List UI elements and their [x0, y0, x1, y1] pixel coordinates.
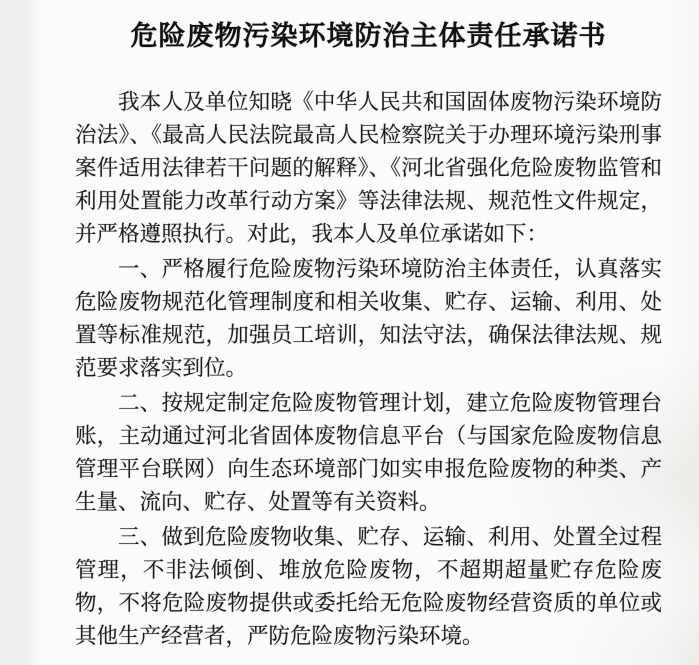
paragraph-intro: 我本人及单位知晓《中华人民共和国固体废物污染环境防治法》、《最高人民法院最高人民检察院关于办理环境污染刑事案件适用法律若干问题的解释》、《河北省强化危险废物监管和利用处置能力改革行动方案》等法律法规、规范性文件规定，并严格遵照执行。对此，我本人及单位承诺如下： [75, 90, 662, 246]
document-title: 危险废物污染环境防治主体责任承诺书 [130, 21, 607, 51]
paragraph-commitment-2: 二、按规定制定危险废物管理计划，建立危险废物管理台账，主动通过河北省固体废物信息平台（与国家危险废物信息管理平台联网）向生态环境部门如实申报危险废物的种类、产生量、流向、贮存、处置等有关资料。 [75, 391, 662, 514]
paragraph-commitment-1: 一、严格履行危险废物污染环境防治主体责任，认真落实危险废物规范化管理制度和相关收集、贮存、运输、利用、处置等标准规范，加强员工培训，知法守法，确保法律法规、规范要求落实到位。 [75, 257, 662, 380]
paragraph-commitment-3: 三、做到危险废物收集、贮存、运输、利用、处置全过程管理，不非法倾倒、堆放危险废物，不超期超量贮存危险废物，不将危险废物提供或委托给无危险废物经营资质的单位或其他生产经营者，严防危险废物污染环境。 [75, 525, 662, 648]
document-body [75, 86, 662, 653]
